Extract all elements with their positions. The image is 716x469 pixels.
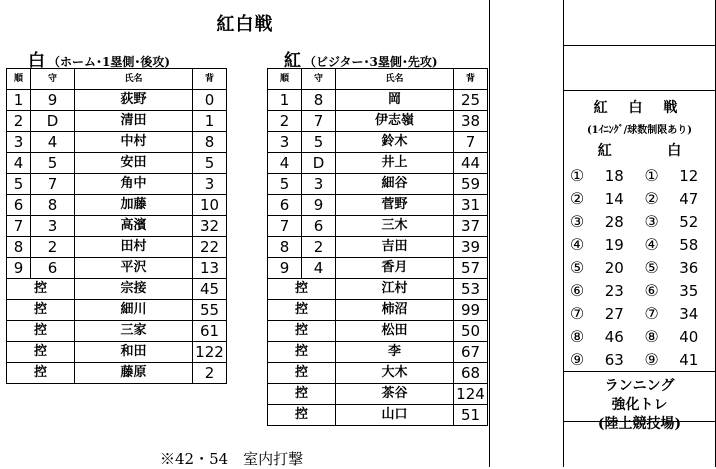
position: 6 <box>302 216 336 237</box>
table-row <box>268 384 488 405</box>
player-name: 角中 <box>75 174 193 195</box>
player-name: 鈴木 <box>336 132 454 153</box>
table-row <box>7 237 227 258</box>
position: D <box>31 111 75 132</box>
table-header-row <box>7 69 227 90</box>
batting-order: 1 <box>7 90 31 111</box>
batting-order: 7 <box>7 216 31 237</box>
uniform-number: 22 <box>193 237 227 258</box>
table-row <box>268 342 488 363</box>
batting-order: 6 <box>7 195 31 216</box>
table-row <box>268 195 488 216</box>
player-name: 清田 <box>75 111 193 132</box>
player-name: 大木 <box>336 363 454 384</box>
uniform-number: 45 <box>193 279 227 300</box>
player-name: 柿沼 <box>336 300 454 321</box>
position: 9 <box>31 90 75 111</box>
red-pitcher-number: 19 <box>604 235 624 254</box>
column-header: 背 <box>454 69 488 90</box>
training-menu-line: ランニング <box>604 378 675 394</box>
batting-order: 4 <box>268 153 302 174</box>
red-team-label: 紅 <box>284 51 301 71</box>
table-header-row <box>268 69 488 90</box>
uniform-number: 68 <box>454 363 488 384</box>
table-row <box>7 132 227 153</box>
player-name: 山口 <box>336 405 454 426</box>
table-row <box>268 132 488 153</box>
white-pitcher-number: 41 <box>679 350 699 369</box>
batting-order: 8 <box>7 237 31 258</box>
column-header: 守 <box>302 69 336 90</box>
batting-order: 4 <box>7 153 31 174</box>
inning-marker: ⑤ <box>644 258 659 277</box>
right-panel-top-box <box>563 0 716 46</box>
bench-label: 控 <box>268 363 336 384</box>
bench-label: 控 <box>7 321 75 342</box>
column-header: 守 <box>31 69 75 90</box>
training-menu-line: 強化トレ <box>611 397 668 413</box>
uniform-number: 53 <box>454 279 488 300</box>
uniform-number: 99 <box>454 300 488 321</box>
table-row <box>564 187 713 210</box>
uniform-number: 10 <box>193 195 227 216</box>
table-row <box>268 363 488 384</box>
uniform-number: 67 <box>454 342 488 363</box>
player-name: 安田 <box>75 153 193 174</box>
table-row <box>268 279 488 300</box>
inning-marker: ④ <box>569 235 585 254</box>
table-row <box>268 405 488 426</box>
scoreboard-title: 紅 白 戦 <box>593 100 686 116</box>
white-lineup-table <box>6 68 227 384</box>
position: 7 <box>31 174 75 195</box>
position: 8 <box>302 90 336 111</box>
table-row <box>7 195 227 216</box>
uniform-number: 38 <box>454 111 488 132</box>
player-name: 茶谷 <box>336 384 454 405</box>
bench-label: 控 <box>268 300 336 321</box>
column-header: 氏名 <box>336 69 454 90</box>
white-team-subtitle: （ホーム･1塁側･後攻) <box>48 55 171 69</box>
inning-marker: ⑧ <box>569 327 585 346</box>
scoreboard-rule: (1ｲﾆﾝｸﾞ/球数制限あり) <box>586 125 693 136</box>
inning-marker: ③ <box>644 212 659 231</box>
table-row <box>268 258 488 279</box>
player-name: 藤原 <box>75 363 193 384</box>
bench-label: 控 <box>268 405 336 426</box>
white-pitcher-number: 52 <box>679 212 699 231</box>
scoreboard-side-red: 紅 <box>597 143 612 159</box>
inning-marker: ⑥ <box>644 281 659 300</box>
training-menu-line: (陸上競技場) <box>597 416 682 432</box>
player-name: 李 <box>336 342 454 363</box>
scoreboard-sides <box>570 140 709 160</box>
position: 5 <box>31 153 75 174</box>
table-row <box>268 321 488 342</box>
bench-label: 控 <box>7 342 75 363</box>
player-name: 高濱 <box>75 216 193 237</box>
player-name: 細川 <box>75 300 193 321</box>
player-name: 井上 <box>336 153 454 174</box>
table-row <box>7 174 227 195</box>
red-pitcher-number: 63 <box>604 350 624 369</box>
player-name: 荻野 <box>75 90 193 111</box>
batting-order: 5 <box>268 174 302 195</box>
table-row <box>564 325 713 348</box>
uniform-number: 44 <box>454 153 488 174</box>
bench-label: 控 <box>268 342 336 363</box>
position: 4 <box>302 258 336 279</box>
white-pitcher-number: 58 <box>679 235 699 254</box>
inning-marker: ⑥ <box>569 281 585 300</box>
uniform-number: 5 <box>193 153 227 174</box>
column-header: 背 <box>193 69 227 90</box>
table-row <box>7 363 227 384</box>
player-name: 宗接 <box>75 279 193 300</box>
uniform-number: 0 <box>193 90 227 111</box>
uniform-number: 32 <box>193 216 227 237</box>
table-row <box>564 279 713 302</box>
batting-order: 9 <box>7 258 31 279</box>
uniform-number: 124 <box>454 384 488 405</box>
position: 3 <box>302 174 336 195</box>
inning-marker: ④ <box>644 235 659 254</box>
column-header: 氏名 <box>75 69 193 90</box>
red-pitcher-number: 27 <box>604 304 624 323</box>
table-row <box>564 164 713 187</box>
scoreboard-side-white: 白 <box>667 143 682 159</box>
right-panel-gap <box>563 46 716 90</box>
white-pitcher-number: 47 <box>679 189 699 208</box>
table-row <box>7 342 227 363</box>
pitching-order-table <box>564 164 713 371</box>
position: 9 <box>302 195 336 216</box>
inning-marker: ⑧ <box>644 327 659 346</box>
table-row <box>268 300 488 321</box>
player-name: 田村 <box>75 237 193 258</box>
position: 2 <box>31 237 75 258</box>
table-row <box>268 174 488 195</box>
inning-marker: ⑦ <box>644 304 659 323</box>
position: 4 <box>31 132 75 153</box>
white-pitcher-number: 35 <box>679 281 699 300</box>
position: D <box>302 153 336 174</box>
uniform-number: 8 <box>193 132 227 153</box>
inning-marker: ① <box>644 166 659 185</box>
table-row <box>268 90 488 111</box>
table-row <box>7 216 227 237</box>
white-pitcher-number: 36 <box>679 258 699 277</box>
batting-order: 6 <box>268 195 302 216</box>
batting-order: 1 <box>268 90 302 111</box>
batting-order: 7 <box>268 216 302 237</box>
red-pitcher-number: 18 <box>604 166 624 185</box>
uniform-number: 3 <box>193 174 227 195</box>
uniform-number: 59 <box>454 174 488 195</box>
uniform-number: 2 <box>193 363 227 384</box>
position: 7 <box>302 111 336 132</box>
position: 8 <box>31 195 75 216</box>
white-team-label: 白 <box>28 51 45 71</box>
red-lineup-table <box>267 68 488 426</box>
position: 6 <box>31 258 75 279</box>
inning-marker: ③ <box>569 212 585 231</box>
uniform-number: 50 <box>454 321 488 342</box>
batting-order: 2 <box>268 111 302 132</box>
uniform-number: 55 <box>193 300 227 321</box>
column-header: 順 <box>7 69 31 90</box>
table-row <box>7 153 227 174</box>
bench-label: 控 <box>268 321 336 342</box>
red-pitcher-number: 46 <box>604 327 624 346</box>
player-name: 加藤 <box>75 195 193 216</box>
red-pitcher-number: 14 <box>604 189 624 208</box>
table-row <box>268 216 488 237</box>
red-pitcher-number: 23 <box>604 281 624 300</box>
indoor-batting-note: ※42・54 室内打撃 <box>160 450 304 468</box>
uniform-number: 1 <box>193 111 227 132</box>
white-pitcher-number: 34 <box>679 304 699 323</box>
table-row <box>564 348 713 371</box>
table-row <box>7 279 227 300</box>
table-row <box>564 210 713 233</box>
uniform-number: 13 <box>193 258 227 279</box>
uniform-number: 57 <box>454 258 488 279</box>
inning-marker: ⑨ <box>644 350 659 369</box>
player-name: 吉田 <box>336 237 454 258</box>
table-row <box>268 111 488 132</box>
uniform-number: 122 <box>193 342 227 363</box>
batting-order: 3 <box>7 132 31 153</box>
player-name: 江村 <box>336 279 454 300</box>
table-row <box>268 153 488 174</box>
bench-label: 控 <box>7 300 75 321</box>
bench-label: 控 <box>7 363 75 384</box>
batting-order: 8 <box>268 237 302 258</box>
inning-marker: ⑨ <box>569 350 585 369</box>
uniform-number: 39 <box>454 237 488 258</box>
uniform-number: 31 <box>454 195 488 216</box>
column-header: 順 <box>268 69 302 90</box>
table-row <box>268 237 488 258</box>
batting-order: 5 <box>7 174 31 195</box>
bench-label: 控 <box>7 279 75 300</box>
white-pitcher-number: 40 <box>679 327 699 346</box>
uniform-number: 7 <box>454 132 488 153</box>
batting-order: 2 <box>7 111 31 132</box>
player-name: 岡 <box>336 90 454 111</box>
uniform-number: 51 <box>454 405 488 426</box>
position: 2 <box>302 237 336 258</box>
player-name: 和田 <box>75 342 193 363</box>
table-row <box>564 302 713 325</box>
red-pitcher-number: 20 <box>604 258 624 277</box>
inning-marker: ⑦ <box>569 304 585 323</box>
bench-label: 控 <box>268 384 336 405</box>
batting-order: 9 <box>268 258 302 279</box>
table-row <box>7 300 227 321</box>
player-name: 松田 <box>336 321 454 342</box>
player-name: 三家 <box>75 321 193 342</box>
uniform-number: 37 <box>454 216 488 237</box>
player-name: 細谷 <box>336 174 454 195</box>
uniform-number: 25 <box>454 90 488 111</box>
player-name: 香月 <box>336 258 454 279</box>
page-title: 紅白戦 <box>216 14 274 35</box>
table-row <box>564 256 713 279</box>
inning-marker: ② <box>569 189 585 208</box>
position: 3 <box>31 216 75 237</box>
player-name: 伊志嶺 <box>336 111 454 132</box>
red-team-subtitle: （ビジター･3塁側･先攻) <box>304 55 438 69</box>
table-row <box>7 90 227 111</box>
batting-order: 3 <box>268 132 302 153</box>
red-pitcher-number: 28 <box>604 212 624 231</box>
player-name: 中村 <box>75 132 193 153</box>
player-name: 三木 <box>336 216 454 237</box>
position: 5 <box>302 132 336 153</box>
player-name: 平沢 <box>75 258 193 279</box>
inning-marker: ② <box>644 189 659 208</box>
inning-marker: ① <box>569 166 585 185</box>
right-panel-bottom-box <box>563 422 716 467</box>
inning-marker: ⑤ <box>569 258 585 277</box>
table-row <box>7 258 227 279</box>
table-row <box>7 111 227 132</box>
bench-label: 控 <box>268 279 336 300</box>
white-pitcher-number: 12 <box>679 166 699 185</box>
player-name: 菅野 <box>336 195 454 216</box>
scoreboard-panel <box>563 90 716 432</box>
table-row <box>7 321 227 342</box>
uniform-number: 61 <box>193 321 227 342</box>
table-row <box>564 233 713 256</box>
